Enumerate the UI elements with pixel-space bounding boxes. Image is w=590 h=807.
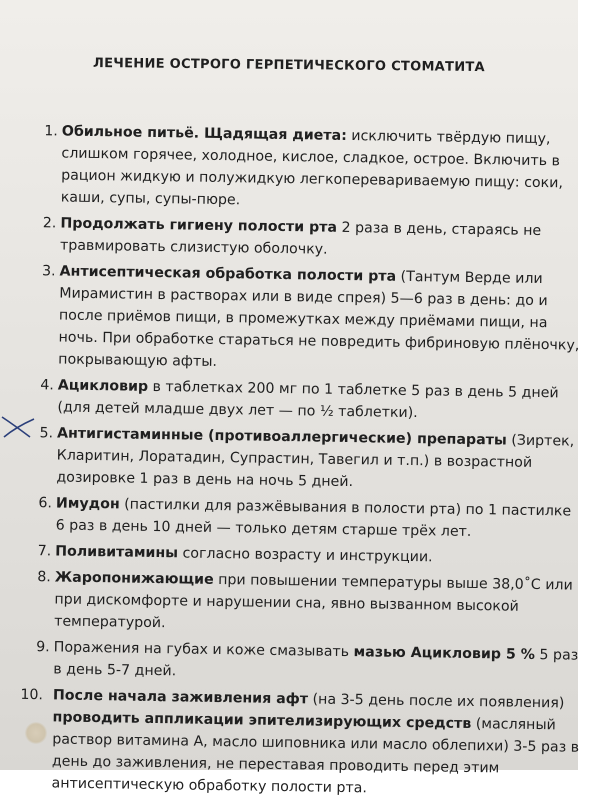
item-number: 7. <box>37 543 52 560</box>
item-number: 1. <box>44 123 58 140</box>
list-item-7 <box>23 540 583 571</box>
item-text: (Тантум Верде или Мирамистин в растворах или в виде спрея) 5—6 раз в день: до и после приёмов пищи, в промежутках между приёмами пищи, на ночь. При обработке стараться не повредить фибриновую плёночку, покрывающую афты. <box>58 268 580 370</box>
item-text: (пастилки для разжёвывания в полости рта) по 1 пастилке 6 раз в день 10 дней — только детям старше трёх лет. <box>55 496 572 540</box>
treatment-list <box>19 120 590 807</box>
item-number: 8. <box>37 569 51 586</box>
item-heading: Антисептическая обработка полости рта <box>59 263 397 285</box>
item-text: (Зиртек, Кларитин, Лоратадин, Супрастин, Тавегил и т.п.) в возрастной дозировке 1 раз в день на ночь 5 дней. <box>56 432 575 491</box>
item-heading: Ацикловир <box>57 377 149 395</box>
item-number: 3. <box>41 263 56 280</box>
item-text: исключить твёрдую пищу, слишком горячее, холодное, кислое, сладкое, острое. Включить в рацион жидкую и полужидкую легкоперевариваемую пищу: соки, каши, супы, супы-пюре. <box>60 127 564 209</box>
item-number: 4. <box>40 377 54 394</box>
item-heading: Жаропонижающие <box>54 569 214 588</box>
list-item-8 <box>22 566 583 641</box>
list-item-1 <box>29 120 590 217</box>
item-text: в таблетках 200 мг по 1 таблетке 5 раз в день 5 дней (для детей младше двух лет — по ½ таблетки). <box>57 378 559 422</box>
list-item-9 <box>21 636 582 689</box>
item-heading: Имудон <box>55 495 120 513</box>
item-text: 5 раз в день 5-7 дней. <box>53 646 579 680</box>
list-item-6 <box>23 492 584 545</box>
item-text: (на 3-5 день после их появления) <box>307 691 565 712</box>
list-item-5 <box>24 422 585 497</box>
item-heading: Продолжать гигиену полости рта <box>60 215 338 236</box>
item-heading: мазью Ацикловир 5 % <box>353 644 536 663</box>
item-text: при повышении температуры выше 38,0˚С или при дискомфорте и нарушении сна, явно вызванном высокой температурой. <box>54 571 573 632</box>
item-number: 6. <box>38 495 53 512</box>
item-heading: После начала заживления афт <box>52 687 309 708</box>
document-title: ЛЕЧЕНИЕ ОСТРОГО ГЕРПЕТИЧЕСКОГО СТОМАТИТА <box>92 55 486 76</box>
item-heading: Антигистаминные (противоаллергические) препараты <box>56 425 507 449</box>
list-item-10 <box>19 684 581 803</box>
list-item-3 <box>26 260 588 379</box>
item-number: 5. <box>39 425 54 442</box>
item-number: 9. <box>36 639 50 656</box>
item-heading: Обильное питьё. Щадящая диета: <box>61 123 347 144</box>
list-item-4 <box>25 374 586 427</box>
item-text-2: (масляный раствор витамина А, масло шиповника или масло облепихи) 3-5 раз в день до заживления, не переставая проводить перед этим антисептическую обработку полости рта. <box>51 716 580 797</box>
item-text: 2 раза в день, стараясь не травмировать слизистую оболочку. <box>59 219 542 258</box>
item-text: согласно возрасту и инструкции. <box>177 545 433 566</box>
item-number: 10. <box>20 686 44 704</box>
list-item-2 <box>28 212 589 265</box>
item-heading: Поливитамины <box>55 543 179 562</box>
item-heading-2: проводить аппликации эпителизирующих средств <box>52 709 472 733</box>
item-text-lead: Поражения на губах и коже смазывать <box>53 639 354 661</box>
item-number: 2. <box>42 215 57 232</box>
